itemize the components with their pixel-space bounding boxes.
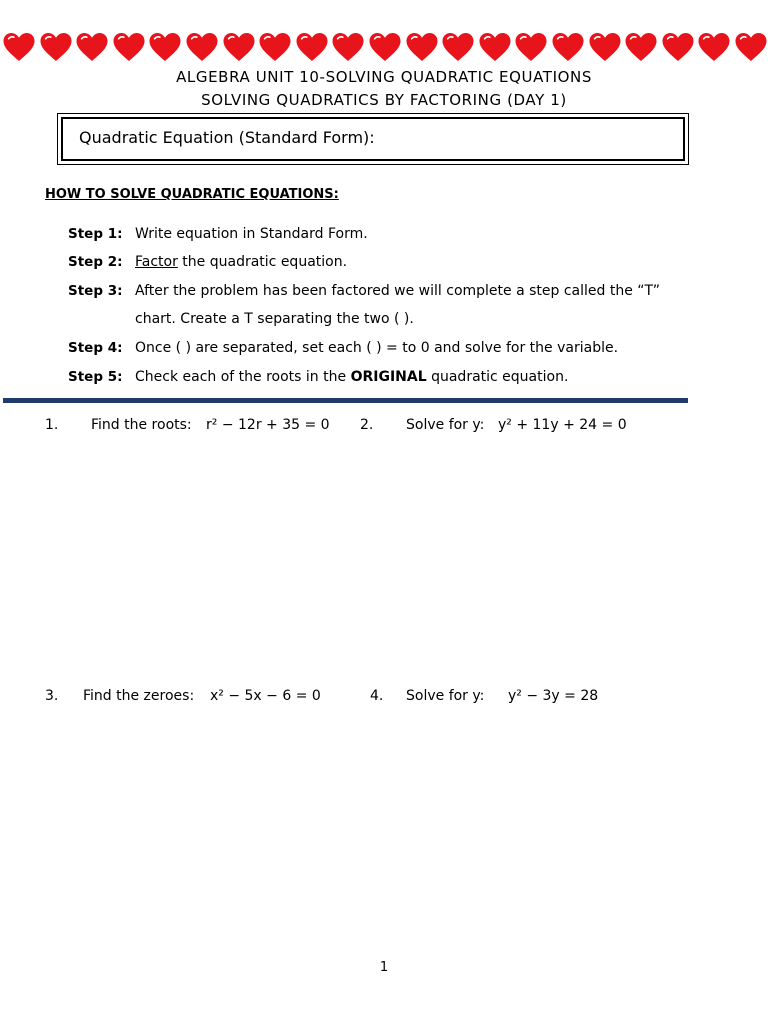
heart-icon [39, 32, 73, 62]
problem-1-prompt: Find the roots: [91, 417, 192, 433]
step-label: Step 4: [68, 340, 123, 356]
step-text: chart. Create a T separating the two ( ). [135, 311, 414, 327]
page-title: ALGEBRA UNIT 10-SOLVING QUADRATIC EQUATIONS [176, 68, 592, 86]
heart-icon [405, 32, 439, 62]
section-divider [3, 398, 688, 403]
problem-1-equation: r² − 12r + 35 = 0 [206, 417, 330, 433]
heart-border [0, 32, 768, 66]
problem-2-prompt: Solve for y: [406, 417, 485, 433]
heart-icon [734, 32, 768, 62]
page-subtitle: SOLVING QUADRATICS BY FACTORING (DAY 1) [201, 91, 567, 109]
problem-4-equation: y² − 3y = 28 [508, 688, 599, 704]
heart-icon [478, 32, 512, 62]
problem-3-prompt: Find the zeroes: [83, 688, 195, 704]
problem-1-number: 1. [45, 417, 59, 433]
step-label: Step 3: [68, 283, 123, 299]
problem-3-number: 3. [45, 688, 59, 704]
heart-icon [624, 32, 658, 62]
heart-icon [661, 32, 695, 62]
standard-form-box [61, 117, 685, 161]
problem-4-prompt: Solve for y: [406, 688, 485, 704]
heart-icon [2, 32, 36, 62]
problem-3-equation: x² − 5x − 6 = 0 [210, 688, 321, 704]
heart-icon [331, 32, 365, 62]
step-text: Factor the quadratic equation. [135, 254, 348, 270]
heart-icon [222, 32, 256, 62]
step-label: Step 1: [68, 226, 123, 242]
step-text: Once ( ) are separated, set each ( ) = to 0 and solve for the variable. [135, 340, 619, 356]
step-label: Step 5: [68, 369, 123, 385]
heart-icon [185, 32, 219, 62]
step-text: Write equation in Standard Form. [135, 226, 368, 242]
problem-2-number: 2. [360, 417, 374, 433]
standard-form-label: Quadratic Equation (Standard Form): [79, 128, 375, 147]
heart-icon [441, 32, 475, 62]
heart-icon [551, 32, 585, 62]
heart-icon [697, 32, 731, 62]
problem-2-equation: y² + 11y + 24 = 0 [498, 417, 627, 433]
heart-icon [112, 32, 146, 62]
howto-heading: HOW TO SOLVE QUADRATIC EQUATIONS: [45, 187, 339, 202]
step-text: After the problem has been factored we will complete a step called the “T” [135, 283, 661, 299]
heart-icon [295, 32, 329, 62]
page-number: 1 [379, 960, 389, 975]
step-label: Step 2: [68, 254, 123, 270]
problem-4-number: 4. [370, 688, 384, 704]
heart-icon [148, 32, 182, 62]
heart-icon [368, 32, 402, 62]
heart-icon [75, 32, 109, 62]
heart-icon [258, 32, 292, 62]
heart-icon [588, 32, 622, 62]
step-text: Check each of the roots in the ORIGINAL quadratic equation. [135, 369, 569, 385]
heart-icon [514, 32, 548, 62]
